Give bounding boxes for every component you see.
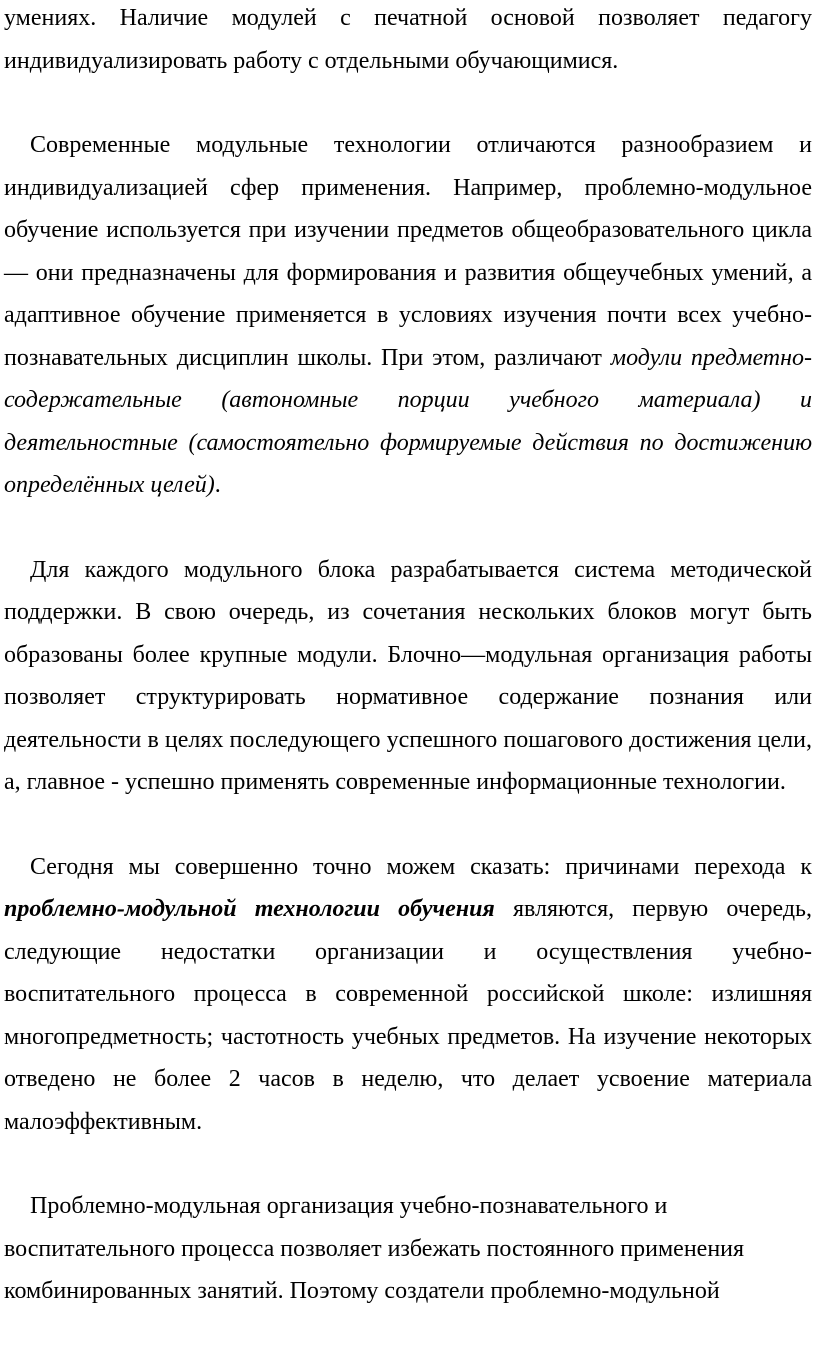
paragraph-2-italic-text: модули предметно-содержательные (автономные порции учебного материала) и деятельностные (самостоятельно формируемые действия по достижению определённых целей)	[4, 344, 813, 498]
document-page	[4, 0, 812, 1355]
paragraph-5-text: Проблемно-модульная организация учебно-познавательного и воспитательного процесса позволяет избежать постоянного применения комбинированных занятий. Поэтому создатели проблемно-модульной	[4, 1193, 745, 1304]
paragraph-5	[4, 1185, 812, 1313]
paragraph-2	[4, 124, 812, 507]
paragraph-4-text-b: являются, первую очередь, следующие недостатки организации и осуществления учебно-воспитательного процесса в современной российской школе: излишняя многопредметность; частотность учебных предметов. На изучение некоторых отведено не более 2 часов в неделю, что делает усвоение материала малоэффективным.	[4, 896, 813, 1135]
paragraph-2-text-b: .	[214, 472, 221, 498]
paragraph-1-text: умениях. Наличие модулей с печатной основой позволяет педагогу индивидуализировать работу с отдельными обучающимися.	[4, 5, 812, 74]
paragraph-2-text-a: Современные модульные технологии отличаются разнообразием и индивидуализацией сфер применения. Например, проблемно-модульное обучение используется при изучении предметов общеобразовательного цикла — они предназначены для формирования и развития общеучебных умений, а адаптивное обучение применяется в условиях изучения почти всех учебно-познавательных дисциплин школы. При этом, различают	[4, 132, 812, 371]
paragraph-3-text: Для каждого модульного блока разрабатывается система методической поддержки. В свою очередь, из сочетания нескольких блоков могут быть образованы более крупные модули. Блочно—модульная организация работы позволяет структурировать нормативное содержание познания или деятельности в целях последующего успешного пошагового достижения цели, а, главное - успешно применять современные информационные технологии.	[4, 556, 812, 795]
paragraph-4-bold-italic-text: проблемно-модульной технологии обучения	[4, 896, 495, 922]
paragraph-4	[4, 846, 812, 1144]
paragraph-1	[4, 0, 812, 82]
paragraph-3	[4, 549, 812, 804]
paragraph-4-text-a: Сегодня мы совершенно точно можем сказать: причинами перехода к	[30, 853, 812, 880]
